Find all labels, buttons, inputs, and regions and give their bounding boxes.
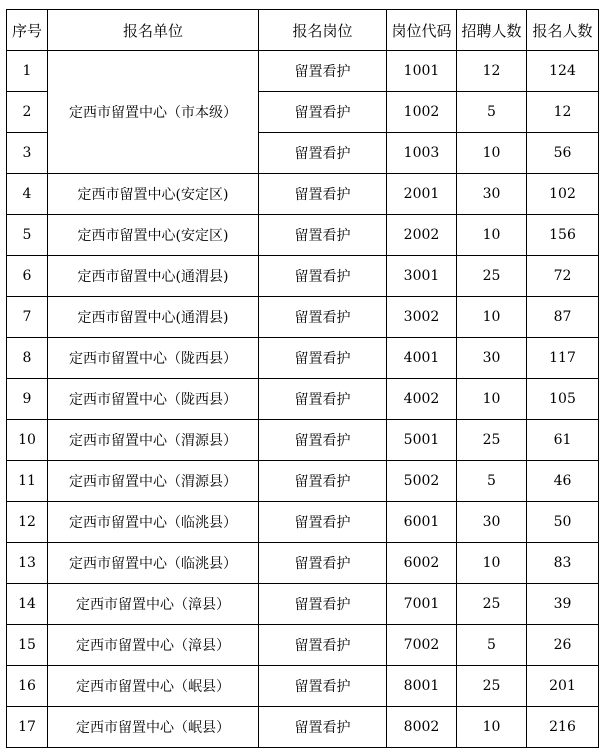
recruitment-table [6, 9, 599, 748]
cell-seq: 15 [7, 625, 48, 666]
header-applicants: 报名人数 [527, 10, 599, 51]
cell-applicants: 72 [527, 256, 599, 297]
cell-seq: 17 [7, 707, 48, 748]
cell-code: 2002 [387, 215, 457, 256]
cell-post: 留置看护 [259, 51, 387, 92]
cell-code: 6001 [387, 502, 457, 543]
cell-code: 8002 [387, 707, 457, 748]
cell-unit: 定西市留置中心（漳县） [48, 625, 259, 666]
cell-post: 留置看护 [259, 174, 387, 215]
cell-code: 1002 [387, 92, 457, 133]
cell-code: 1001 [387, 51, 457, 92]
cell-post: 留置看护 [259, 420, 387, 461]
header-code: 岗位代码 [387, 10, 457, 51]
cell-post: 留置看护 [259, 379, 387, 420]
cell-hire: 30 [457, 174, 527, 215]
cell-hire: 10 [457, 215, 527, 256]
cell-hire: 10 [457, 297, 527, 338]
cell-seq: 10 [7, 420, 48, 461]
cell-unit: 定西市留置中心（临洮县） [48, 543, 259, 584]
cell-hire: 5 [457, 625, 527, 666]
cell-applicants: 117 [527, 338, 599, 379]
cell-seq: 6 [7, 256, 48, 297]
cell-unit: 定西市留置中心（临洮县） [48, 502, 259, 543]
cell-hire: 30 [457, 502, 527, 543]
cell-seq: 5 [7, 215, 48, 256]
table-row [7, 379, 599, 420]
cell-code: 7002 [387, 625, 457, 666]
header-post: 报名岗位 [259, 10, 387, 51]
cell-seq: 11 [7, 461, 48, 502]
cell-post: 留置看护 [259, 92, 387, 133]
cell-code: 8001 [387, 666, 457, 707]
cell-applicants: 156 [527, 215, 599, 256]
cell-seq: 1 [7, 51, 48, 92]
cell-post: 留置看护 [259, 297, 387, 338]
cell-post: 留置看护 [259, 461, 387, 502]
table-row [7, 502, 599, 543]
cell-seq: 13 [7, 543, 48, 584]
cell-hire: 10 [457, 707, 527, 748]
cell-code: 2001 [387, 174, 457, 215]
cell-post: 留置看护 [259, 133, 387, 174]
cell-unit: 定西市留置中心(通渭县) [48, 297, 259, 338]
cell-applicants: 102 [527, 174, 599, 215]
cell-seq: 9 [7, 379, 48, 420]
cell-unit: 定西市留置中心(安定区) [48, 174, 259, 215]
table-row [7, 461, 599, 502]
table-row [7, 338, 599, 379]
cell-post: 留置看护 [259, 625, 387, 666]
cell-applicants: 201 [527, 666, 599, 707]
cell-post: 留置看护 [259, 666, 387, 707]
cell-seq: 8 [7, 338, 48, 379]
header-unit: 报名单位 [48, 10, 259, 51]
cell-seq: 4 [7, 174, 48, 215]
cell-post: 留置看护 [259, 502, 387, 543]
table-row [7, 215, 599, 256]
cell-post: 留置看护 [259, 707, 387, 748]
table-row [7, 707, 599, 748]
table-row [7, 174, 599, 215]
table-row [7, 256, 599, 297]
cell-post: 留置看护 [259, 584, 387, 625]
cell-unit: 定西市留置中心（渭源县） [48, 420, 259, 461]
cell-hire: 10 [457, 133, 527, 174]
table-row [7, 51, 599, 92]
cell-hire: 10 [457, 543, 527, 584]
table-row [7, 543, 599, 584]
cell-applicants: 87 [527, 297, 599, 338]
cell-post: 留置看护 [259, 256, 387, 297]
cell-hire: 25 [457, 256, 527, 297]
cell-applicants: 124 [527, 51, 599, 92]
table-row [7, 297, 599, 338]
cell-code: 4002 [387, 379, 457, 420]
cell-code: 6002 [387, 543, 457, 584]
table-row [7, 420, 599, 461]
cell-applicants: 105 [527, 379, 599, 420]
cell-hire: 12 [457, 51, 527, 92]
cell-unit: 定西市留置中心（渭源县） [48, 461, 259, 502]
cell-code: 7001 [387, 584, 457, 625]
cell-post: 留置看护 [259, 338, 387, 379]
cell-unit: 定西市留置中心（漳县） [48, 584, 259, 625]
cell-applicants: 50 [527, 502, 599, 543]
cell-post: 留置看护 [259, 543, 387, 584]
cell-applicants: 83 [527, 543, 599, 584]
cell-hire: 30 [457, 338, 527, 379]
cell-hire: 5 [457, 461, 527, 502]
cell-applicants: 56 [527, 133, 599, 174]
table-body [7, 51, 599, 748]
cell-hire: 10 [457, 379, 527, 420]
cell-code: 1003 [387, 133, 457, 174]
cell-unit: 定西市留置中心（岷县） [48, 707, 259, 748]
cell-seq: 14 [7, 584, 48, 625]
cell-code: 5002 [387, 461, 457, 502]
cell-seq: 2 [7, 92, 48, 133]
cell-applicants: 61 [527, 420, 599, 461]
cell-unit: 定西市留置中心(通渭县) [48, 256, 259, 297]
cell-applicants: 46 [527, 461, 599, 502]
cell-seq: 12 [7, 502, 48, 543]
cell-applicants: 39 [527, 584, 599, 625]
header-hire: 招聘人数 [457, 10, 527, 51]
cell-hire: 25 [457, 666, 527, 707]
cell-hire: 5 [457, 92, 527, 133]
header-row [7, 10, 599, 51]
cell-applicants: 26 [527, 625, 599, 666]
table-row [7, 666, 599, 707]
cell-seq: 16 [7, 666, 48, 707]
cell-applicants: 12 [527, 92, 599, 133]
header-seq: 序号 [7, 10, 48, 51]
cell-seq: 3 [7, 133, 48, 174]
table-row [7, 625, 599, 666]
cell-unit-merged: 定西市留置中心（市本级） [48, 51, 259, 174]
cell-post: 留置看护 [259, 215, 387, 256]
cell-code: 5001 [387, 420, 457, 461]
cell-unit: 定西市留置中心（陇西县） [48, 379, 259, 420]
cell-hire: 25 [457, 420, 527, 461]
cell-code: 3002 [387, 297, 457, 338]
cell-code: 4001 [387, 338, 457, 379]
cell-applicants: 216 [527, 707, 599, 748]
table-row [7, 584, 599, 625]
cell-seq: 7 [7, 297, 48, 338]
cell-unit: 定西市留置中心（岷县） [48, 666, 259, 707]
cell-code: 3001 [387, 256, 457, 297]
cell-unit: 定西市留置中心(安定区) [48, 215, 259, 256]
cell-hire: 25 [457, 584, 527, 625]
cell-unit: 定西市留置中心（陇西县） [48, 338, 259, 379]
